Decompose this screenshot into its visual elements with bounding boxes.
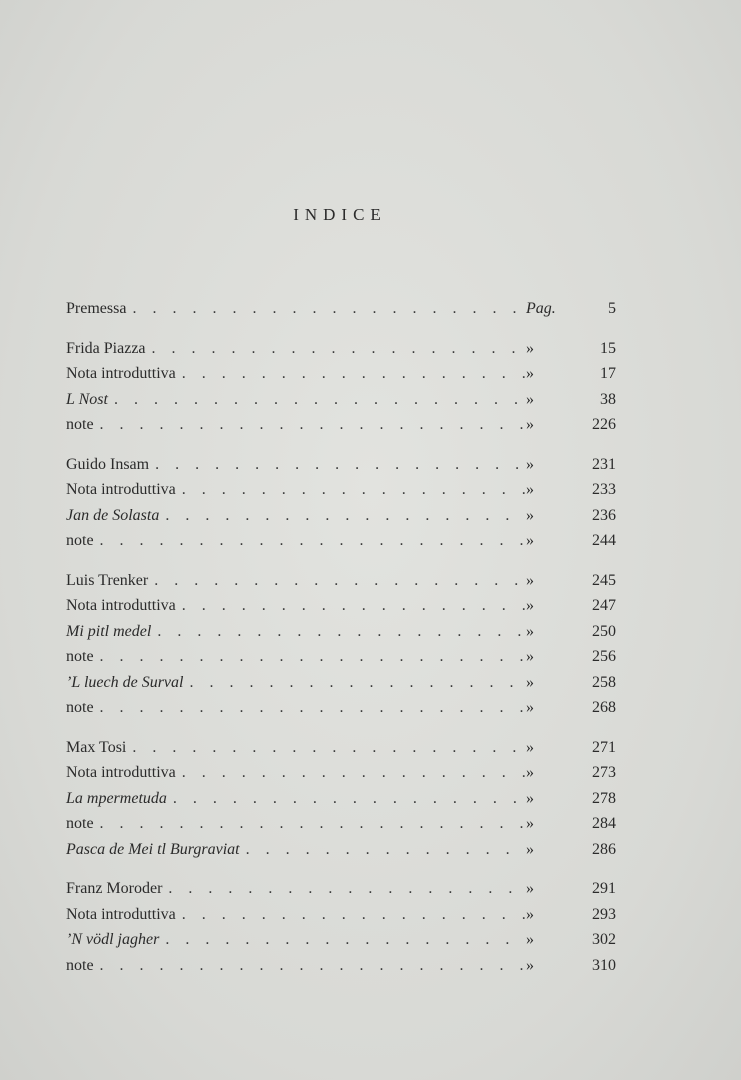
toc-entry-title: Pasca de Mei tl Burgraviat (66, 840, 240, 858)
toc-entry (66, 739, 616, 765)
toc-entry (66, 957, 616, 983)
toc-entry-title: La mpermetuda (66, 789, 167, 807)
dot-leader (100, 648, 526, 666)
toc-entry-title: ’N vödl jagher (66, 931, 160, 948)
toc-entry-title: Nota introduttiva (66, 365, 176, 382)
page-marker: » (526, 840, 534, 858)
page-marker: » (526, 455, 534, 473)
page-number: 231 (592, 455, 616, 473)
toc-section (66, 880, 616, 982)
dot-leader (152, 340, 526, 358)
page-number: 273 (592, 764, 616, 781)
dot-leader (182, 365, 526, 383)
toc-entry-title: Max Tosi (66, 738, 127, 756)
page-marker: » (526, 339, 534, 357)
dot-leader (168, 880, 526, 898)
page-marker: » (526, 815, 534, 832)
toc-entry-title: note (66, 699, 94, 716)
dot-leader (155, 456, 526, 474)
dot-leader (154, 572, 526, 590)
toc-entry (66, 623, 616, 649)
dot-leader (100, 815, 526, 833)
toc-section (66, 572, 616, 725)
page-marker: » (526, 571, 534, 589)
page-marker: » (526, 956, 534, 974)
page-marker: » (526, 738, 534, 756)
page-marker: » (526, 416, 534, 433)
page-number: 226 (592, 416, 616, 433)
dot-leader (189, 674, 526, 692)
toc-entry (66, 572, 616, 598)
toc-entry (66, 300, 616, 326)
toc-entry (66, 906, 616, 932)
toc-section (66, 456, 616, 558)
page-number: 245 (592, 571, 616, 589)
table-of-contents (66, 300, 616, 996)
dot-leader (165, 931, 526, 949)
toc-entry-title: Franz Moroder (66, 880, 163, 897)
toc-entry (66, 507, 616, 533)
toc-entry (66, 790, 616, 816)
toc-entry-title: note (66, 648, 94, 665)
toc-entry (66, 391, 616, 417)
toc-entry-title: note (66, 532, 94, 549)
toc-entry-title: L Nost (66, 390, 108, 408)
toc-entry (66, 764, 616, 790)
toc-entry (66, 880, 616, 906)
page-number: 247 (592, 597, 616, 614)
dot-leader (182, 481, 526, 499)
page-number: 286 (592, 840, 616, 858)
page-number: 5 (608, 300, 616, 317)
toc-entry-title: ’L luech de Surval (66, 673, 184, 691)
toc-entry-title: note (66, 416, 94, 433)
page-marker: » (526, 931, 534, 948)
toc-entry (66, 481, 616, 507)
dot-leader (132, 300, 526, 318)
toc-entry (66, 931, 616, 957)
toc-section (66, 300, 616, 326)
page-number: 258 (592, 673, 616, 691)
toc-entry (66, 648, 616, 674)
page-number: 293 (592, 905, 616, 923)
dot-leader (173, 790, 526, 808)
page-number: 271 (592, 738, 616, 756)
page-marker: Pag. (526, 300, 556, 317)
toc-entry-title: Premessa (66, 300, 127, 317)
page-number: 256 (592, 648, 616, 665)
page-marker: » (526, 622, 534, 640)
dot-leader (182, 906, 526, 924)
page-marker: » (526, 673, 534, 691)
dot-leader (100, 699, 526, 717)
toc-entry (66, 416, 616, 442)
page-number: 291 (592, 880, 616, 897)
dot-leader (182, 764, 526, 782)
page-number: 268 (592, 699, 616, 716)
page-number: 250 (592, 622, 616, 640)
page-marker: » (526, 648, 534, 665)
page-marker: » (526, 789, 534, 807)
toc-entry-title: Luis Trenker (66, 571, 149, 589)
toc-entry-title: Mi pitl medel (66, 622, 152, 640)
page-marker: » (526, 365, 534, 382)
page-number: 278 (592, 789, 616, 807)
page-marker: » (526, 880, 534, 897)
page-title: INDICE (293, 205, 387, 224)
page-number: 236 (592, 506, 616, 524)
toc-entry (66, 532, 616, 558)
dot-leader (165, 507, 526, 525)
toc-entry (66, 841, 616, 867)
page-number: 310 (592, 956, 616, 974)
dot-leader (100, 416, 526, 434)
page-marker: » (526, 506, 534, 524)
page-number: 302 (592, 931, 616, 948)
page-marker: » (526, 764, 534, 781)
dot-leader (100, 532, 526, 550)
dot-leader (100, 957, 526, 975)
toc-entry-title: Nota introduttiva (66, 481, 176, 498)
dot-leader (157, 623, 526, 641)
toc-entry-title: note (66, 956, 94, 974)
toc-section (66, 340, 616, 442)
page-number: 284 (592, 815, 616, 832)
toc-entry-title: note (66, 815, 94, 832)
page-number: 38 (600, 390, 616, 408)
dot-leader (132, 739, 526, 757)
toc-entry (66, 699, 616, 725)
toc-entry (66, 674, 616, 700)
page-marker: » (526, 905, 534, 923)
dot-leader (246, 841, 526, 859)
page-marker: » (526, 597, 534, 614)
toc-entry-title: Jan de Solasta (66, 506, 160, 524)
toc-section (66, 739, 616, 867)
toc-entry-title: Nota introduttiva (66, 597, 176, 614)
dot-leader (114, 391, 526, 409)
page-marker: » (526, 699, 534, 716)
page-number: 244 (592, 532, 616, 549)
page-marker: » (526, 532, 534, 549)
page-number: 15 (600, 339, 616, 357)
page-number: 17 (600, 365, 616, 382)
toc-entry (66, 597, 616, 623)
toc-entry (66, 815, 616, 841)
page-number: 233 (592, 481, 616, 498)
page-marker: » (526, 390, 534, 408)
toc-entry-title: Guido Insam (66, 455, 150, 473)
toc-entry-title: Frida Piazza (66, 339, 146, 357)
dot-leader (182, 597, 526, 615)
toc-entry (66, 340, 616, 366)
toc-entry-title: Nota introduttiva (66, 764, 176, 781)
toc-entry (66, 365, 616, 391)
page-marker: » (526, 481, 534, 498)
toc-entry-title: Nota introduttiva (66, 905, 176, 923)
toc-entry (66, 456, 616, 482)
